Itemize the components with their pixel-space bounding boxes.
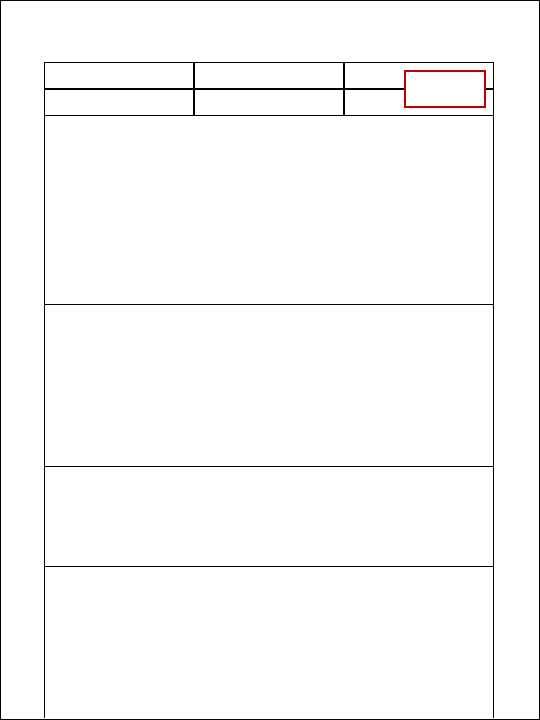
answer-line[interactable] <box>52 678 488 692</box>
volume-label <box>44 62 194 89</box>
pages-label <box>194 62 344 89</box>
volume-value <box>44 89 194 116</box>
alphabet-right-column <box>493 62 540 718</box>
alphabet-left-column <box>0 62 45 718</box>
divider <box>44 304 494 305</box>
alphabet-top-row <box>0 0 540 62</box>
pages-value <box>194 89 344 116</box>
start-callout <box>404 70 486 108</box>
divider <box>44 466 494 467</box>
divider <box>44 566 494 567</box>
answer-line[interactable] <box>52 656 488 670</box>
answer-line[interactable] <box>52 634 488 648</box>
